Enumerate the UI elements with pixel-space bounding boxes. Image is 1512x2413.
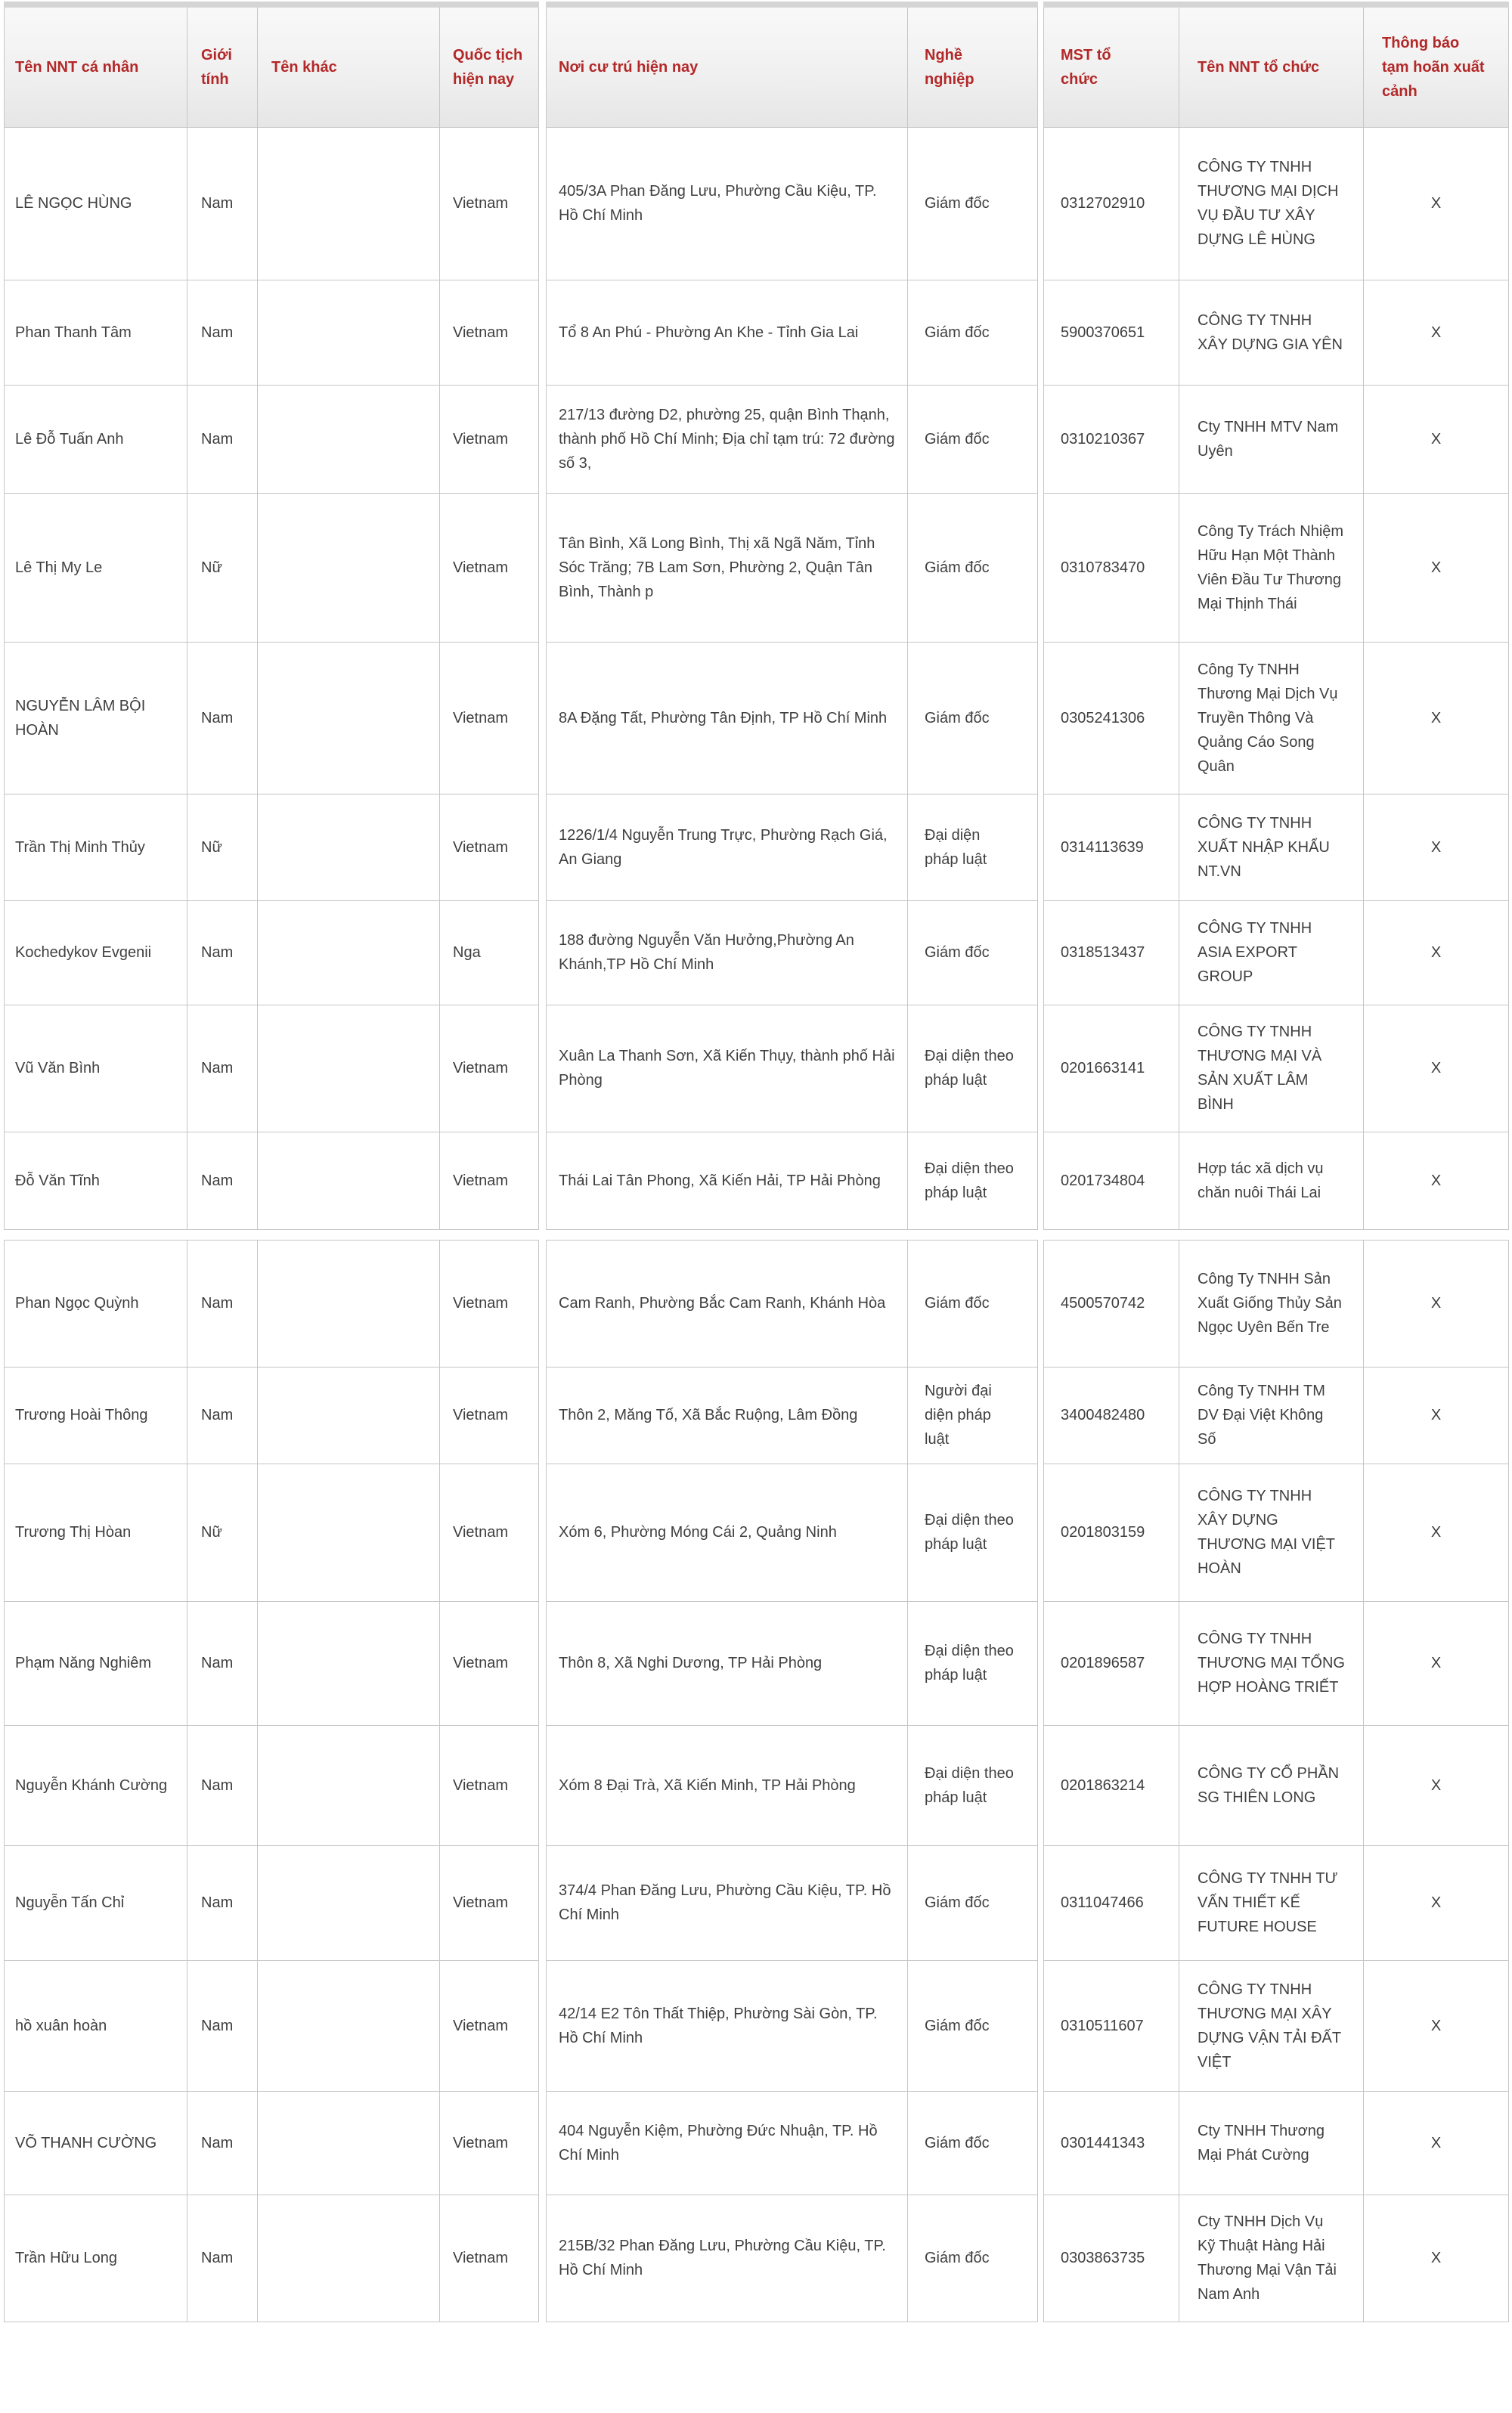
cell-other_name — [258, 1367, 440, 1464]
cell-gender: Nam — [187, 642, 258, 794]
table-row — [5, 1367, 1509, 1464]
section-divider — [1038, 1725, 1044, 1845]
cell-org_tax_code: 3400482480 — [1044, 1367, 1179, 1464]
table-row — [5, 900, 1509, 1005]
cell-org_name: Cty TNHH MTV Nam Uyên — [1179, 385, 1364, 493]
cell-occupation: Đại diện pháp luật — [908, 794, 1038, 900]
cell-exit_suspension: X — [1364, 280, 1509, 385]
cell-org_tax_code: 0312702910 — [1044, 127, 1179, 280]
table-row — [5, 794, 1509, 900]
cell-gender: Nam — [187, 1005, 258, 1132]
section-divider — [1038, 5, 1044, 127]
cell-org_tax_code: 0201734804 — [1044, 1132, 1179, 1229]
cell-occupation: Giám đốc — [908, 1845, 1038, 1960]
cell-other_name — [258, 1725, 440, 1845]
cell-org_tax_code: 0201896587 — [1044, 1601, 1179, 1725]
cell-org_name: CÔNG TY TNHH THƯƠNG MẠI TỔNG HỢP HOÀNG TRIẾT — [1179, 1601, 1364, 1725]
cell-org_name: Công Ty Trách Nhiệm Hữu Hạn Một Thành Viên Đầu Tư Thương Mại Thịnh Thái — [1179, 493, 1364, 642]
cell-residence: 217/13 đường D2, phường 25, quận Bình Thạnh, thành phố Hồ Chí Minh; Địa chỉ tạm trú: 72 đường số 3, — [547, 385, 908, 493]
section-divider — [1038, 900, 1044, 1005]
cell-name: Trương Hoài Thông — [5, 1367, 187, 1464]
cell-occupation: Đại diện theo pháp luật — [908, 1464, 1038, 1601]
cell-gender: Nam — [187, 2195, 258, 2322]
section-divider — [539, 1725, 547, 1845]
cell-org_tax_code: 0201863214 — [1044, 1725, 1179, 1845]
cell-residence: Xuân La Thanh Sơn, Xã Kiến Thụy, thành phố Hải Phòng — [547, 1005, 908, 1132]
table-row — [5, 1005, 1509, 1132]
section-divider — [539, 2091, 547, 2195]
section-divider — [539, 1464, 547, 1601]
column-header-nationality: Quốc tịch hiện nay — [440, 5, 539, 127]
cell-org_tax_code: 0318513437 — [1044, 900, 1179, 1005]
cell-nationality: Vietnam — [440, 1367, 539, 1464]
header-row — [5, 5, 1509, 127]
table-row — [5, 280, 1509, 385]
table-section-gap-cell — [5, 1229, 1509, 1240]
cell-org_tax_code: 0310783470 — [1044, 493, 1179, 642]
cell-org_name: CÔNG TY TNHH THƯƠNG MẠI VÀ SẢN XUẤT LÂM BÌNH — [1179, 1005, 1364, 1132]
cell-residence: Cam Ranh, Phường Bắc Cam Ranh, Khánh Hòa — [547, 1240, 908, 1367]
cell-org_name: CÔNG TY CỔ PHẦN SG THIÊN LONG — [1179, 1725, 1364, 1845]
cell-occupation: Đại diện theo pháp luật — [908, 1132, 1038, 1229]
cell-occupation: Đại diện theo pháp luật — [908, 1725, 1038, 1845]
cell-occupation: Giám đốc — [908, 642, 1038, 794]
cell-occupation: Giám đốc — [908, 493, 1038, 642]
table-row — [5, 385, 1509, 493]
cell-gender: Nữ — [187, 493, 258, 642]
cell-occupation: Người đại diện pháp luật — [908, 1367, 1038, 1464]
cell-gender: Nam — [187, 1960, 258, 2091]
cell-exit_suspension: X — [1364, 493, 1509, 642]
cell-org_tax_code: 0201803159 — [1044, 1464, 1179, 1601]
cell-other_name — [258, 1132, 440, 1229]
cell-nationality: Vietnam — [440, 1005, 539, 1132]
table-row — [5, 2091, 1509, 2195]
cell-name: Phan Thanh Tâm — [5, 280, 187, 385]
cell-residence: 188 đường Nguyễn Văn Hưởng,Phường An Khánh,TP Hồ Chí Minh — [547, 900, 908, 1005]
cell-other_name — [258, 2195, 440, 2322]
cell-other_name — [258, 794, 440, 900]
cell-gender: Nam — [187, 1725, 258, 1845]
cell-nationality: Vietnam — [440, 493, 539, 642]
cell-exit_suspension: X — [1364, 1132, 1509, 1229]
cell-org_name: CÔNG TY TNHH THƯƠNG MẠI XÂY DỰNG VẬN TẢI ĐẤT VIỆT — [1179, 1960, 1364, 2091]
section-divider — [1038, 642, 1044, 794]
cell-org_name: Công Ty TNHH Sản Xuất Giống Thủy Sản Ngọc Uyên Bến Tre — [1179, 1240, 1364, 1367]
cell-name: Lê Đỗ Tuấn Anh — [5, 385, 187, 493]
cell-other_name — [258, 493, 440, 642]
cell-org_name: CÔNG TY TNHH TƯ VẤN THIẾT KẾ FUTURE HOUSE — [1179, 1845, 1364, 1960]
cell-name: Phạm Năng Nghiêm — [5, 1601, 187, 1725]
section-divider — [1038, 1464, 1044, 1601]
cell-gender: Nam — [187, 1132, 258, 1229]
cell-residence: 404 Nguyễn Kiệm, Phường Đức Nhuận, TP. Hồ Chí Minh — [547, 2091, 908, 2195]
cell-org_name: CÔNG TY TNHH XÂY DỰNG GIA YÊN — [1179, 280, 1364, 385]
cell-residence: Thôn 2, Măng Tố, Xã Bắc Ruộng, Lâm Đồng — [547, 1367, 908, 1464]
cell-exit_suspension: X — [1364, 2195, 1509, 2322]
cell-exit_suspension: X — [1364, 1240, 1509, 1367]
cell-occupation: Giám đốc — [908, 385, 1038, 493]
section-divider — [539, 900, 547, 1005]
section-divider — [1038, 1132, 1044, 1229]
cell-name: LÊ NGỌC HÙNG — [5, 127, 187, 280]
cell-other_name — [258, 2091, 440, 2195]
cell-gender: Nam — [187, 385, 258, 493]
cell-gender: Nam — [187, 280, 258, 385]
cell-exit_suspension: X — [1364, 642, 1509, 794]
column-header-exit-suspension: Thông báo tạm hoãn xuất cảnh — [1364, 5, 1509, 127]
cell-gender: Nam — [187, 1601, 258, 1725]
cell-nationality: Vietnam — [440, 1240, 539, 1367]
cell-org_name: Công Ty TNHH TM DV Đại Việt Không Số — [1179, 1367, 1364, 1464]
column-header-residence: Nơi cư trú hiện nay — [547, 5, 908, 127]
section-divider — [539, 5, 547, 127]
section-divider — [1038, 1960, 1044, 2091]
cell-name: Đỗ Văn Tĩnh — [5, 1132, 187, 1229]
cell-exit_suspension: X — [1364, 794, 1509, 900]
cell-exit_suspension: X — [1364, 900, 1509, 1005]
section-divider — [539, 642, 547, 794]
cell-org_name: Công Ty TNHH Thương Mại Dịch Vụ Truyền Thông Và Quảng Cáo Song Quân — [1179, 642, 1364, 794]
cell-occupation: Giám đốc — [908, 2195, 1038, 2322]
table-row — [5, 1240, 1509, 1367]
cell-other_name — [258, 127, 440, 280]
cell-nationality: Vietnam — [440, 1464, 539, 1601]
cell-org_name: CÔNG TY TNHH XUẤT NHẬP KHẨU NT.VN — [1179, 794, 1364, 900]
cell-exit_suspension: X — [1364, 127, 1509, 280]
cell-other_name — [258, 1960, 440, 2091]
cell-occupation: Giám đốc — [908, 1960, 1038, 2091]
cell-other_name — [258, 1601, 440, 1725]
section-divider — [539, 1960, 547, 2091]
cell-org_tax_code: 0305241306 — [1044, 642, 1179, 794]
section-divider — [1038, 385, 1044, 493]
cell-occupation: Giám đốc — [908, 280, 1038, 385]
table-row — [5, 1960, 1509, 2091]
table-row — [5, 127, 1509, 280]
table-row — [5, 493, 1509, 642]
section-divider — [539, 2195, 547, 2322]
section-divider — [1038, 794, 1044, 900]
column-header-occupation: Nghề nghiệp — [908, 5, 1038, 127]
cell-occupation: Giám đốc — [908, 1240, 1038, 1367]
section-divider — [1038, 1845, 1044, 1960]
cell-name: Trương Thị Hòan — [5, 1464, 187, 1601]
cell-name: VÕ THANH CƯỜNG — [5, 2091, 187, 2195]
section-divider — [1038, 1240, 1044, 1367]
cell-name: Lê Thị My Le — [5, 493, 187, 642]
cell-org_tax_code: 0314113639 — [1044, 794, 1179, 900]
cell-name: Phan Ngọc Quỳnh — [5, 1240, 187, 1367]
section-divider — [539, 1132, 547, 1229]
cell-exit_suspension: X — [1364, 1367, 1509, 1464]
section-divider — [539, 280, 547, 385]
cell-gender: Nam — [187, 1367, 258, 1464]
cell-residence: Xóm 6, Phường Móng Cái 2, Quảng Ninh — [547, 1464, 908, 1601]
cell-nationality: Vietnam — [440, 642, 539, 794]
cell-exit_suspension: X — [1364, 2091, 1509, 2195]
cell-org_tax_code: 4500570742 — [1044, 1240, 1179, 1367]
cell-nationality: Vietnam — [440, 1601, 539, 1725]
cell-name: Trần Hữu Long — [5, 2195, 187, 2322]
cell-occupation: Giám đốc — [908, 2091, 1038, 2195]
cell-nationality: Vietnam — [440, 385, 539, 493]
cell-org_tax_code: 5900370651 — [1044, 280, 1179, 385]
cell-residence: 374/4 Phan Đăng Lưu, Phường Cầu Kiệu, TP. Hồ Chí Minh — [547, 1845, 908, 1960]
cell-exit_suspension: X — [1364, 1005, 1509, 1132]
cell-residence: 8A Đặng Tất, Phường Tân Định, TP Hồ Chí Minh — [547, 642, 908, 794]
cell-exit_suspension: X — [1364, 1464, 1509, 1601]
cell-nationality: Vietnam — [440, 1845, 539, 1960]
cell-residence: Thái Lai Tân Phong, Xã Kiến Hải, TP Hải Phòng — [547, 1132, 908, 1229]
cell-nationality: Vietnam — [440, 2091, 539, 2195]
cell-org_tax_code: 0311047466 — [1044, 1845, 1179, 1960]
cell-residence: 1226/1/4 Nguyễn Trung Trực, Phường Rạch Giá, An Giang — [547, 794, 908, 900]
cell-name: NGUYỄN LÂM BỘI HOÀN — [5, 642, 187, 794]
table-row — [5, 1725, 1509, 1845]
section-divider — [539, 1845, 547, 1960]
section-divider — [539, 493, 547, 642]
cell-name: Nguyễn Khánh Cường — [5, 1725, 187, 1845]
cell-org_name: Hợp tác xã dịch vụ chăn nuôi Thái Lai — [1179, 1132, 1364, 1229]
cell-exit_suspension: X — [1364, 1845, 1509, 1960]
column-header-gender: Giới tính — [187, 5, 258, 127]
cell-nationality: Vietnam — [440, 794, 539, 900]
cell-name: hồ xuân hoàn — [5, 1960, 187, 2091]
table-row — [5, 1601, 1509, 1725]
cell-org_tax_code: 0301441343 — [1044, 2091, 1179, 2195]
cell-nationality: Vietnam — [440, 1960, 539, 2091]
cell-residence: Xóm 8 Đại Trà, Xã Kiến Minh, TP Hải Phòng — [547, 1725, 908, 1845]
section-divider — [1038, 1367, 1044, 1464]
cell-nationality: Vietnam — [440, 1132, 539, 1229]
cell-gender: Nam — [187, 2091, 258, 2195]
table-section-gap — [5, 1229, 1509, 1240]
section-divider — [1038, 127, 1044, 280]
cell-exit_suspension: X — [1364, 385, 1509, 493]
cell-residence: Tổ 8 An Phú - Phường An Khe - Tỉnh Gia Lai — [547, 280, 908, 385]
cell-gender: Nữ — [187, 794, 258, 900]
cell-gender: Nam — [187, 127, 258, 280]
table-row — [5, 642, 1509, 794]
cell-other_name — [258, 1240, 440, 1367]
cell-nationality: Vietnam — [440, 280, 539, 385]
section-divider — [1038, 2195, 1044, 2322]
cell-nationality: Vietnam — [440, 1725, 539, 1845]
column-header-org-tax-code: MST tổ chức — [1044, 5, 1179, 127]
cell-other_name — [258, 642, 440, 794]
cell-name: Trần Thị Minh Thủy — [5, 794, 187, 900]
cell-residence: 215B/32 Phan Đăng Lưu, Phường Cầu Kiệu, TP. Hồ Chí Minh — [547, 2195, 908, 2322]
cell-occupation: Giám đốc — [908, 900, 1038, 1005]
section-divider — [1038, 493, 1044, 642]
table-row — [5, 1845, 1509, 1960]
cell-org_name: Cty TNHH Thương Mại Phát Cường — [1179, 2091, 1364, 2195]
section-divider — [1038, 1601, 1044, 1725]
cell-nationality: Vietnam — [440, 2195, 539, 2322]
cell-org_name: CÔNG TY TNHH ASIA EXPORT GROUP — [1179, 900, 1364, 1005]
cell-occupation: Giám đốc — [908, 127, 1038, 280]
cell-other_name — [258, 1464, 440, 1601]
cell-gender: Nữ — [187, 1464, 258, 1601]
section-divider — [539, 1005, 547, 1132]
cell-gender: Nam — [187, 1240, 258, 1367]
column-header-other-name: Tên khác — [258, 5, 440, 127]
taxpayer-table-body — [5, 127, 1509, 2322]
cell-exit_suspension: X — [1364, 1601, 1509, 1725]
table-row — [5, 2195, 1509, 2322]
cell-other_name — [258, 1845, 440, 1960]
cell-other_name — [258, 385, 440, 493]
cell-residence: 42/14 E2 Tôn Thất Thiệp, Phường Sài Gòn, TP. Hồ Chí Minh — [547, 1960, 908, 2091]
section-divider — [1038, 280, 1044, 385]
cell-residence: 405/3A Phan Đăng Lưu, Phường Cầu Kiệu, TP. Hồ Chí Minh — [547, 127, 908, 280]
cell-org_name: CÔNG TY TNHH THƯƠNG MẠI DỊCH VỤ ĐẦU TƯ XÂY DỰNG LÊ HÙNG — [1179, 127, 1364, 280]
cell-exit_suspension: X — [1364, 1960, 1509, 2091]
section-divider — [1038, 2091, 1044, 2195]
section-divider — [539, 1240, 547, 1367]
cell-nationality: Nga — [440, 900, 539, 1005]
cell-name: Kochedykov Evgenii — [5, 900, 187, 1005]
cell-other_name — [258, 1005, 440, 1132]
cell-occupation: Đại diện theo pháp luật — [908, 1601, 1038, 1725]
cell-name: Vũ Văn Bình — [5, 1005, 187, 1132]
table-row — [5, 1464, 1509, 1601]
cell-exit_suspension: X — [1364, 1725, 1509, 1845]
cell-org_tax_code: 0303863735 — [1044, 2195, 1179, 2322]
cell-name: Nguyễn Tấn Chỉ — [5, 1845, 187, 1960]
cell-nationality: Vietnam — [440, 127, 539, 280]
cell-gender: Nam — [187, 900, 258, 1005]
cell-org_tax_code: 0310511607 — [1044, 1960, 1179, 2091]
section-divider — [539, 1367, 547, 1464]
cell-org_name: CÔNG TY TNHH XÂY DỰNG THƯƠNG MẠI VIỆT HOÀN — [1179, 1464, 1364, 1601]
taxpayer-table — [4, 2, 1509, 2322]
cell-gender: Nam — [187, 1845, 258, 1960]
table-row — [5, 1132, 1509, 1229]
column-header-individual-name: Tên NNT cá nhân — [5, 5, 187, 127]
section-divider — [539, 794, 547, 900]
cell-org_tax_code: 0201663141 — [1044, 1005, 1179, 1132]
cell-other_name — [258, 280, 440, 385]
cell-org_name: Cty TNHH Dịch Vụ Kỹ Thuật Hàng Hải Thương Mại Vận Tải Nam Anh — [1179, 2195, 1364, 2322]
cell-other_name — [258, 900, 440, 1005]
section-divider — [1038, 1005, 1044, 1132]
section-divider — [539, 385, 547, 493]
cell-org_tax_code: 0310210367 — [1044, 385, 1179, 493]
column-header-org-name: Tên NNT tổ chức — [1179, 5, 1364, 127]
section-divider — [539, 127, 547, 280]
cell-occupation: Đại diện theo pháp luật — [908, 1005, 1038, 1132]
section-divider — [539, 1601, 547, 1725]
cell-residence: Tân Bình, Xã Long Bình, Thị xã Ngã Năm, Tỉnh Sóc Trăng; 7B Lam Sơn, Phường 2, Quận Tân Bình, Thành p — [547, 493, 908, 642]
cell-residence: Thôn 8, Xã Nghi Dương, TP Hải Phòng — [547, 1601, 908, 1725]
